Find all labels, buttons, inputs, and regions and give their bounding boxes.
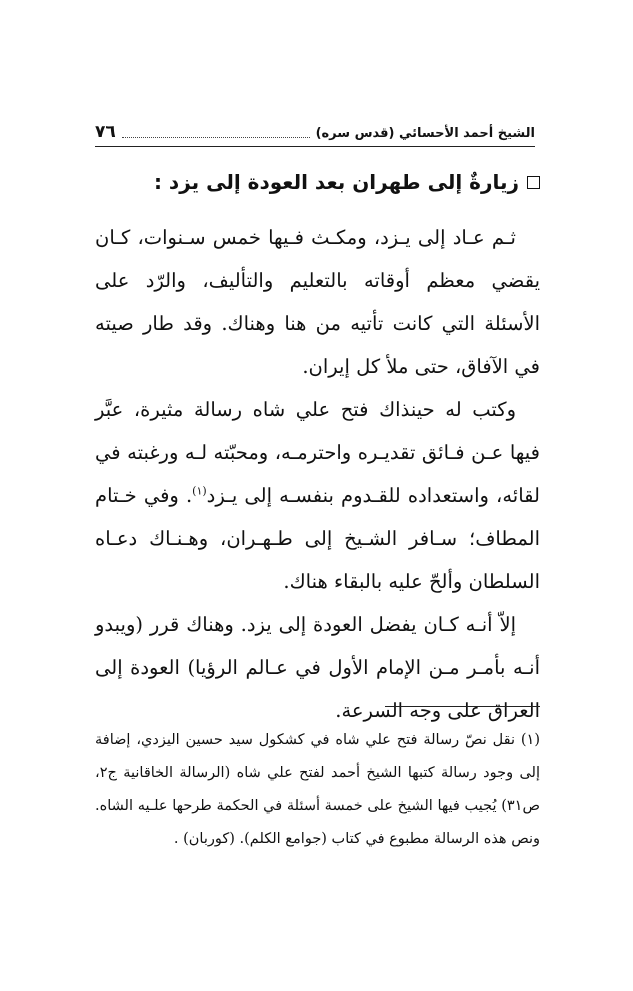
paragraph-1: ثـم عـاد إلى يـزد، ومكـث فـيها خمس سـنوات، كـان يقضي معظم أوقاته بالتعليم والتأليف، والرّد على الأسئلة التي كانت تأتيه من هنا وهناك. وقد طار صيته في الآفاق، حتى ملأ كل إيران. bbox=[95, 226, 540, 378]
paragraph-2-text-a: وكتب له حينذاك فتح علي شاه رسالة مثيرة، عبَّر فيها عـن فـائق تقديـره واحترمـه، ومحبّته لـه ورغبته في لقائه، واستعداده للقـدوم بنفسـه إلى يـزد bbox=[95, 398, 540, 507]
footnote-divider bbox=[385, 706, 540, 707]
footnote-reference: (١) bbox=[192, 484, 207, 498]
footnote-1: (١) نقل نصّ رسالة فتح علي شاه في كشكول سيد حسين اليزدي، إضافة إلى وجود رسالة كتبها الشيخ أحمد لفتح علي شاه (الرسالة الخاقانية ج٢، ص٣١) يُجيب فيها الشيخ على خمسة أسئلة في الحكمة طرحها علـيه الشاه. ونص هذه الرسالة مطبوع في كتاب (جوامع الكلم). (كوربان) . bbox=[95, 732, 540, 847]
body-text bbox=[95, 216, 540, 732]
paragraph-2-text-b: . وفي خـتام المطاف؛ سـافر الشـيخ إلى طـهـران، وهـنـاك دعـاه السلطان وألحّ عليه بالبقاء هناك. bbox=[95, 484, 540, 593]
header-dot-leader bbox=[122, 136, 310, 138]
section-heading-text: زيارةٌ إلى طهران بعد العودة إلى يزد : bbox=[153, 170, 519, 194]
footnotes bbox=[95, 724, 540, 856]
running-header bbox=[95, 118, 535, 147]
square-bullet-icon bbox=[527, 176, 540, 189]
paragraph-2 bbox=[95, 388, 540, 603]
section-heading bbox=[95, 170, 540, 194]
paragraph-3: إلاّ أنـه كـان يفضل العودة إلى يزد. وهناك قرر (ويبدو أنـه بأمـر مـن الإمام الأول في عـالم الرؤيا) العودة إلى العراق على وجه السرعة. bbox=[95, 613, 540, 722]
running-title: الشيخ أحمد الأحسائي (قدس سره) bbox=[315, 126, 535, 141]
page-number: ٧٦ bbox=[95, 122, 116, 142]
